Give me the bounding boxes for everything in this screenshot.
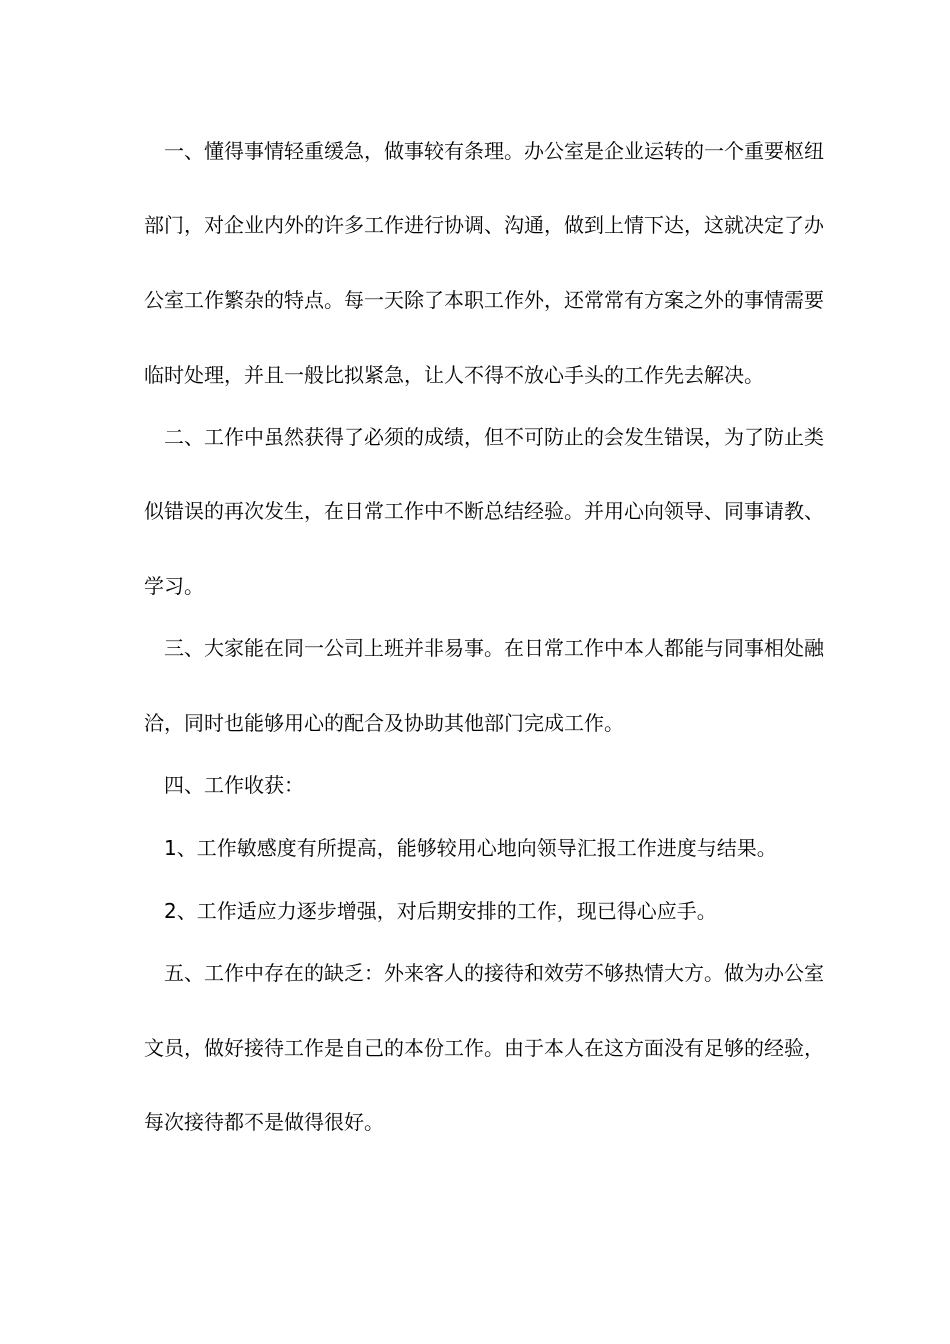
list-item-2: 2、工作适应力逐步增强，对后期安排的工作，现已得心应手。 <box>164 899 717 923</box>
paragraph-5-line-2: 文员，做好接待工作是自己的本份工作。由于本人在这方面没有足够的经验， <box>144 1036 824 1060</box>
paragraph-5-line-3: 每次接待都不是做得很好。 <box>144 1110 384 1134</box>
paragraph-1-line-4: 临时处理，并且一般比拟紧急，让人不得不放心手头的工作先去解决。 <box>144 363 764 387</box>
paragraph-5-line-1: 五、工作中存在的缺乏：外来客人的接待和效劳不够热情大方。做为办公室 <box>164 961 824 985</box>
paragraph-2-line-3: 学习。 <box>144 574 204 598</box>
paragraph-1-line-3: 公室工作繁杂的特点。每一天除了本职工作外，还常常有方案之外的事情需要 <box>144 288 824 312</box>
paragraph-3-line-1: 三、大家能在同一公司上班并非易事。在日常工作中本人都能与同事相处融 <box>164 636 824 660</box>
paragraph-1-line-1: 一、懂得事情轻重缓急，做事较有条理。办公室是企业运转的一个重要枢纽 <box>164 139 824 163</box>
paragraph-3-line-2: 洽，同时也能够用心的配合及协助其他部门完成工作。 <box>144 711 624 735</box>
list-item-1: 1、工作敏感度有所提高，能够较用心地向领导汇报工作进度与结果。 <box>164 836 777 860</box>
paragraph-1-line-2: 部门，对企业内外的许多工作进行协调、沟通，做到上情下达，这就决定了办 <box>144 213 824 237</box>
section-4-heading: 四、工作收获： <box>164 773 304 797</box>
paragraph-2-line-1: 二、工作中虽然获得了必须的成绩，但不可防止的会发生错误，为了防止类 <box>164 425 824 449</box>
paragraph-2-line-2: 似错误的再次发生，在日常工作中不断总结经验。并用心向领导、同事请教、 <box>144 499 824 523</box>
